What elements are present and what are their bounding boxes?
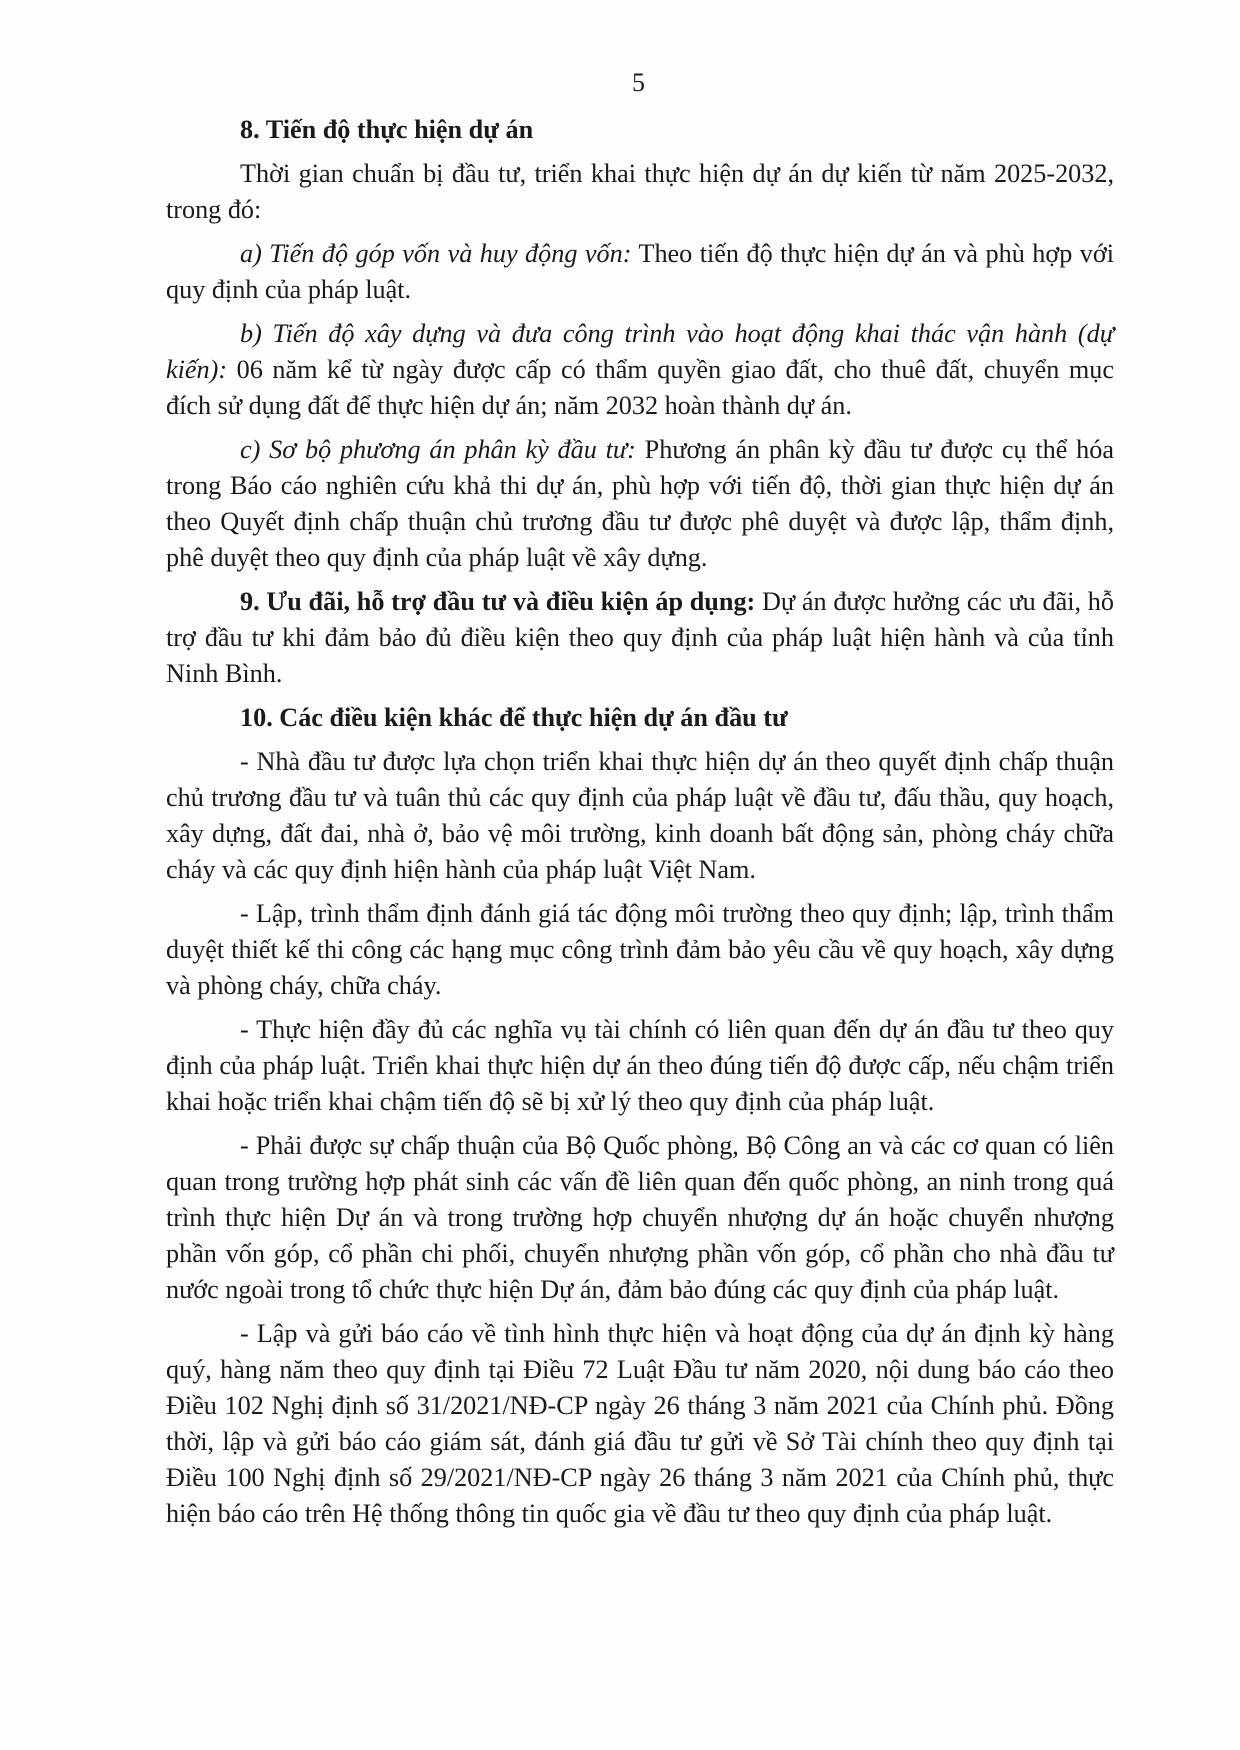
section-8-item-b: b) Tiến độ xây dựng và đưa công trình vào hoạt động khai thác vận hành (dự kiến): 06 năm kể từ ngày được cấp có thẩm quyền giao đất, cho thuê đất, chuyển mục đích sử dụng đất để thực hiện dự án; năm 2032 hoàn thành dự án. [166,319,1114,420]
item-a-label: a) Tiến độ góp vốn và huy động vốn: [240,239,632,268]
page-number: 5 [632,68,645,97]
item-b-label: b) Tiến độ xây dựng và đưa công trình vào hoạt động khai thác vận hành (dự kiến): [166,319,1114,384]
section-10-item: - Lập, trình thẩm định đánh giá tác động môi trường theo quy định; lập, trình thẩm duyệt thiết kế thi công các hạng mục công trình đảm bảo yêu cầu về quy hoạch, xây dựng và phòng cháy, chữa cháy. [166,899,1114,1000]
section-9-heading: 9. Ưu đãi, hỗ trợ đầu tư và điều kiện áp dụng: [240,587,756,616]
section-10-item: - Phải được sự chấp thuận của Bộ Quốc phòng, Bộ Công an và các cơ quan có liên quan trong trường hợp phát sinh các vấn đề liên quan đến quốc phòng, an ninh trong quá trình thực hiện Dự án và trong trường hợp chuyển nhượng dự án hoặc chuyển nhượng phần vốn góp, cổ phần chi phối, chuyển nhượng phần vốn góp, cổ phần cho nhà đầu tư nước ngoài trong tổ chức thực hiện Dự án, đảm bảo đúng các quy định của pháp luật. [166,1131,1114,1304]
section-8-heading: 8. Tiến độ thực hiện dự án [240,115,534,144]
item-c-label: c) Sơ bộ phương án phân kỳ đầu tư: [240,435,636,464]
section-10-item: - Lập và gửi báo cáo về tình hình thực hiện và hoạt động của dự án định kỳ hàng quý, hàng năm theo quy định tại Điều 72 Luật Đầu tư năm 2020, nội dung báo cáo theo Điều 102 Nghị định số 31/2021/NĐ-CP ngày 26 tháng 3 năm 2021 của Chính phủ. Đồng thời, lập và gửi báo cáo giám sát, đánh giá đầu tư gửi về Sở Tài chính theo quy định tại Điều 100 Nghị định số 29/2021/NĐ-CP ngày 26 tháng 3 năm 2021 của Chính phủ, thực hiện báo cáo trên Hệ thống thông tin quốc gia về đầu tư theo quy định của pháp luật. [166,1319,1114,1528]
section-8-item-c: c) Sơ bộ phương án phân kỳ đầu tư: Phương án phân kỳ đầu tư được cụ thể hóa trong Báo cáo nghiên cứu khả thi dự án, phù hợp với tiến độ, thời gian thực hiện dự án theo Quyết định chấp thuận chủ trương đầu tư được phê duyệt và được lập, thẩm định, phê duyệt theo quy định của pháp luật về xây dựng. [166,435,1114,572]
section-10-heading: 10. Các điều kiện khác để thực hiện dự án đầu tư [240,703,788,732]
section-8-intro: Thời gian chuẩn bị đầu tư, triển khai thực hiện dự án dự kiến từ năm 2025-2032, trong đó: [166,159,1114,224]
document-body [166,110,1114,1540]
section-9-paragraph: 9. Ưu đãi, hỗ trợ đầu tư và điều kiện áp dụng: Dự án được hưởng các ưu đãi, hỗ trợ đầu tư khi đảm bảo đủ điều kiện theo quy định của pháp luật hiện hành và của tỉnh Ninh Bình. [166,587,1114,688]
section-10-item: - Thực hiện đầy đủ các nghĩa vụ tài chính có liên quan đến dự án đầu tư theo quy định của pháp luật. Triển khai thực hiện dự án theo đúng tiến độ được cấp, nếu chậm triển khai hoặc triển khai chậm tiến độ sẽ bị xử lý theo quy định của pháp luật. [166,1015,1114,1116]
section-8-item-a: a) Tiến độ góp vốn và huy động vốn: Theo tiến độ thực hiện dự án và phù hợp với quy định của pháp luật. [166,239,1114,304]
section-10-item: - Nhà đầu tư được lựa chọn triển khai thực hiện dự án theo quyết định chấp thuận chủ trương đầu tư và tuân thủ các quy định của pháp luật về đầu tư, đấu thầu, quy hoạch, xây dựng, đất đai, nhà ở, bảo vệ môi trường, kinh doanh bất động sản, phòng cháy chữa cháy và các quy định hiện hành của pháp luật Việt Nam. [166,747,1114,884]
